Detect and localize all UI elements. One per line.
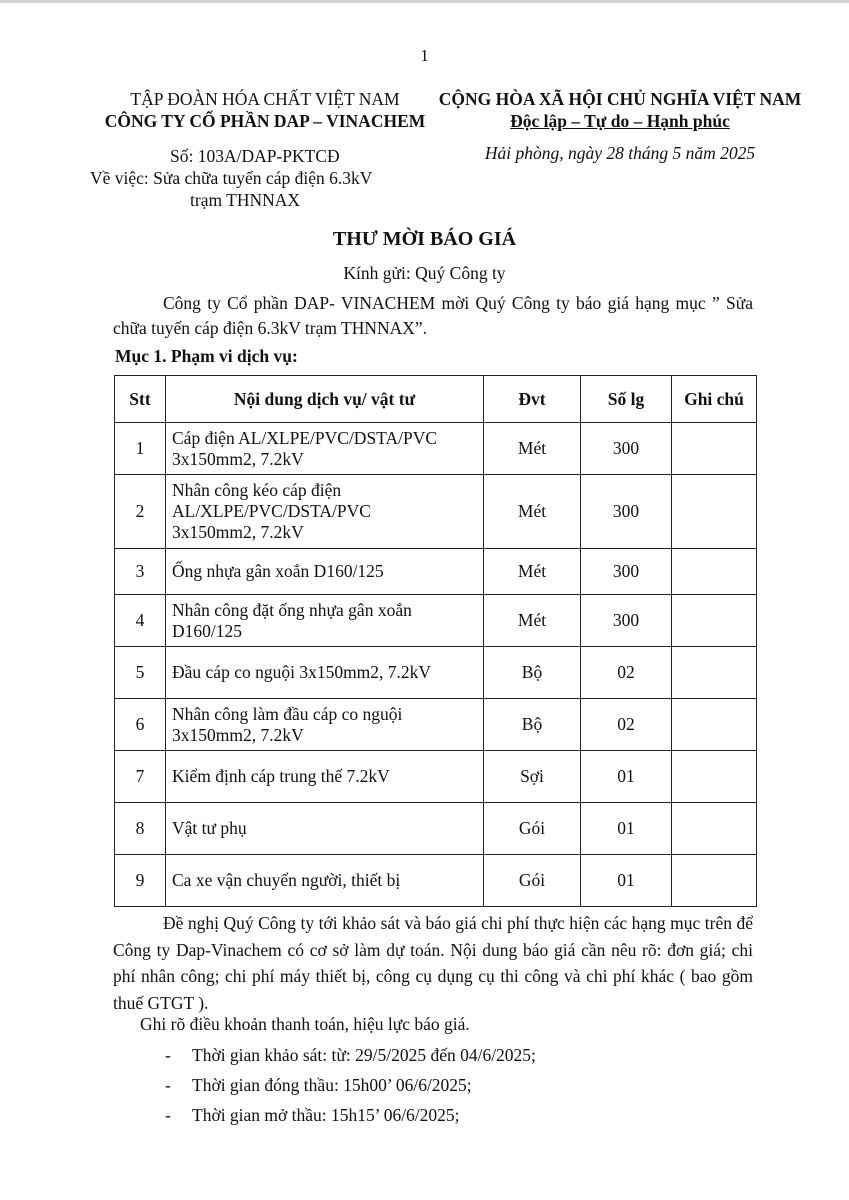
cell-stt: 8 — [115, 803, 166, 855]
header-content: Nội dung dịch vụ/ vật tư — [166, 376, 484, 423]
schedule-text: Thời gian khảo sát: từ: 29/5/2025 đến 04/6/2025; — [192, 1045, 536, 1065]
cell-qty: 01 — [581, 803, 672, 855]
nation-name: CỘNG HÒA XÃ HỘI CHỦ NGHĨA VIỆT NAM — [438, 89, 802, 109]
cell-stt: 7 — [115, 751, 166, 803]
header-right — [420, 88, 820, 132]
content-line: Cáp điện AL/XLPE/PVC/DSTA/PVC — [172, 427, 438, 448]
cell-note — [672, 595, 757, 647]
cell-note — [672, 647, 757, 699]
cell-note — [672, 549, 757, 595]
cell-note — [672, 423, 757, 475]
cell-unit: Mét — [484, 475, 581, 549]
cell-unit: Bộ — [484, 647, 581, 699]
table-row — [115, 751, 757, 803]
cell-stt: 9 — [115, 855, 166, 907]
header-stt: Stt — [115, 376, 166, 423]
request-paragraph: Đề nghị Quý Công ty tới khảo sát và báo giá chi phí thực hiện các hạng mục trên để Công ty Dap-Vinachem có cơ sở làm dự toán. Nội dung báo giá cần nêu rõ: đơn giá; chi phí nhân công; chi phí máy thiết bị, công cụ dụng cụ thi công và chi phí khác ( bao gồm thuế GTGT ). — [113, 913, 753, 1013]
header-left — [85, 88, 445, 132]
document-date: Hải phòng, ngày 28 tháng 5 năm 2025 — [484, 143, 756, 163]
subject-line-1: Về việc: Sửa chữa tuyến cáp điện 6.3kV — [90, 168, 373, 188]
document-number: Số: 103A/DAP-PKTCĐ — [170, 146, 340, 166]
cell-stt: 1 — [115, 423, 166, 475]
subject-line-2: trạm THNNAX — [190, 190, 301, 210]
bullet-dash: - — [165, 1045, 171, 1065]
cell-content — [166, 699, 484, 751]
cell-note — [672, 803, 757, 855]
cell-stt: 6 — [115, 699, 166, 751]
cell-qty: 02 — [581, 647, 672, 699]
schedule-list — [165, 1040, 536, 1130]
group-name: TẬP ĐOÀN HÓA CHẤT VIỆT NAM — [130, 89, 400, 109]
cell-note — [672, 751, 757, 803]
header-qty: Số lg — [581, 376, 672, 423]
header-note: Ghi chú — [672, 376, 757, 423]
cell-note — [672, 699, 757, 751]
schedule-text: Thời gian mở thầu: 15h15’ 06/6/2025; — [192, 1105, 460, 1125]
table-row — [115, 855, 757, 907]
content-line: Kiểm định cáp trung thế 7.2kV — [172, 766, 390, 786]
cell-stt: 3 — [115, 549, 166, 595]
cell-content — [166, 549, 484, 595]
cell-content — [166, 803, 484, 855]
page-number: 1 — [420, 46, 429, 65]
cell-content — [166, 475, 484, 549]
table-row — [115, 803, 757, 855]
section-heading: Mục 1. Phạm vi dịch vụ: — [115, 346, 298, 366]
cell-qty: 300 — [581, 595, 672, 647]
cell-stt: 4 — [115, 595, 166, 647]
cell-qty: 01 — [581, 751, 672, 803]
schedule-item — [165, 1040, 536, 1070]
cell-content — [166, 855, 484, 907]
content-line: AL/XLPE/PVC/DSTA/PVC — [172, 501, 371, 521]
table-row — [115, 423, 757, 475]
content-line: 3x150mm2, 7.2kV — [172, 448, 304, 469]
content-line: Nhân công kéo cáp điện — [172, 480, 342, 500]
scan-edge — [0, 0, 849, 3]
cell-stt: 5 — [115, 647, 166, 699]
table-body — [115, 423, 757, 907]
cell-unit: Mét — [484, 423, 581, 475]
header-unit: Đvt — [484, 376, 581, 423]
cell-stt: 2 — [115, 475, 166, 549]
content-line: Nhân công đặt ống nhựa gân xoắn — [172, 599, 412, 620]
payment-note: Ghi rõ điều khoản thanh toán, hiệu lực báo giá. — [140, 1014, 470, 1034]
table-row — [115, 699, 757, 751]
cell-content — [166, 647, 484, 699]
cell-unit: Mét — [484, 549, 581, 595]
cell-qty: 300 — [581, 549, 672, 595]
cell-unit: Mét — [484, 595, 581, 647]
cell-qty: 300 — [581, 423, 672, 475]
cell-note — [672, 855, 757, 907]
cell-note — [672, 475, 757, 549]
schedule-item — [165, 1070, 536, 1100]
bullet-dash: - — [165, 1075, 171, 1095]
content-line: D160/125 — [172, 620, 242, 641]
cell-unit: Gói — [484, 855, 581, 907]
cell-content — [166, 751, 484, 803]
motto: Độc lập – Tự do – Hạnh phúc — [510, 111, 730, 131]
cell-unit: Sợi — [484, 751, 581, 803]
table-row — [115, 475, 757, 549]
table-header-row — [115, 376, 757, 423]
content-line: Đầu cáp co nguội 3x150mm2, 7.2kV — [172, 662, 432, 682]
intro-paragraph: Công ty Cổ phần DAP- VINACHEM mời Quý Công ty báo giá hạng mục ” Sửa chữa tuyến cáp điện 6.3kV trạm THNNAX”. — [113, 293, 753, 338]
service-table — [114, 375, 757, 907]
document-title: THƯ MỜI BÁO GIÁ — [332, 228, 517, 250]
content-line: 3x150mm2, 7.2kV — [172, 522, 304, 542]
cell-qty: 01 — [581, 855, 672, 907]
schedule-text: Thời gian đóng thầu: 15h00’ 06/6/2025; — [192, 1075, 472, 1095]
schedule-item — [165, 1100, 536, 1130]
cell-unit: Gói — [484, 803, 581, 855]
cell-qty: 300 — [581, 475, 672, 549]
table-row — [115, 595, 757, 647]
content-line: Ống nhựa gân xoắn D160/125 — [172, 561, 384, 581]
bullet-dash: - — [165, 1105, 171, 1125]
cell-qty: 02 — [581, 699, 672, 751]
table-row — [115, 549, 757, 595]
greeting: Kính gửi: Quý Công ty — [343, 263, 506, 283]
cell-content — [166, 595, 484, 647]
content-line: Ca xe vận chuyển người, thiết bị — [172, 870, 401, 890]
content-line: Nhân công làm đầu cáp co nguội — [172, 703, 403, 724]
document-reference — [90, 145, 430, 211]
cell-content — [166, 423, 484, 475]
cell-unit: Bộ — [484, 699, 581, 751]
table-row — [115, 647, 757, 699]
content-line: 3x150mm2, 7.2kV — [172, 724, 304, 745]
content-line: Vật tư phụ — [172, 818, 247, 838]
company-name: CÔNG TY CỔ PHẦN DAP – VINACHEM — [104, 111, 426, 131]
